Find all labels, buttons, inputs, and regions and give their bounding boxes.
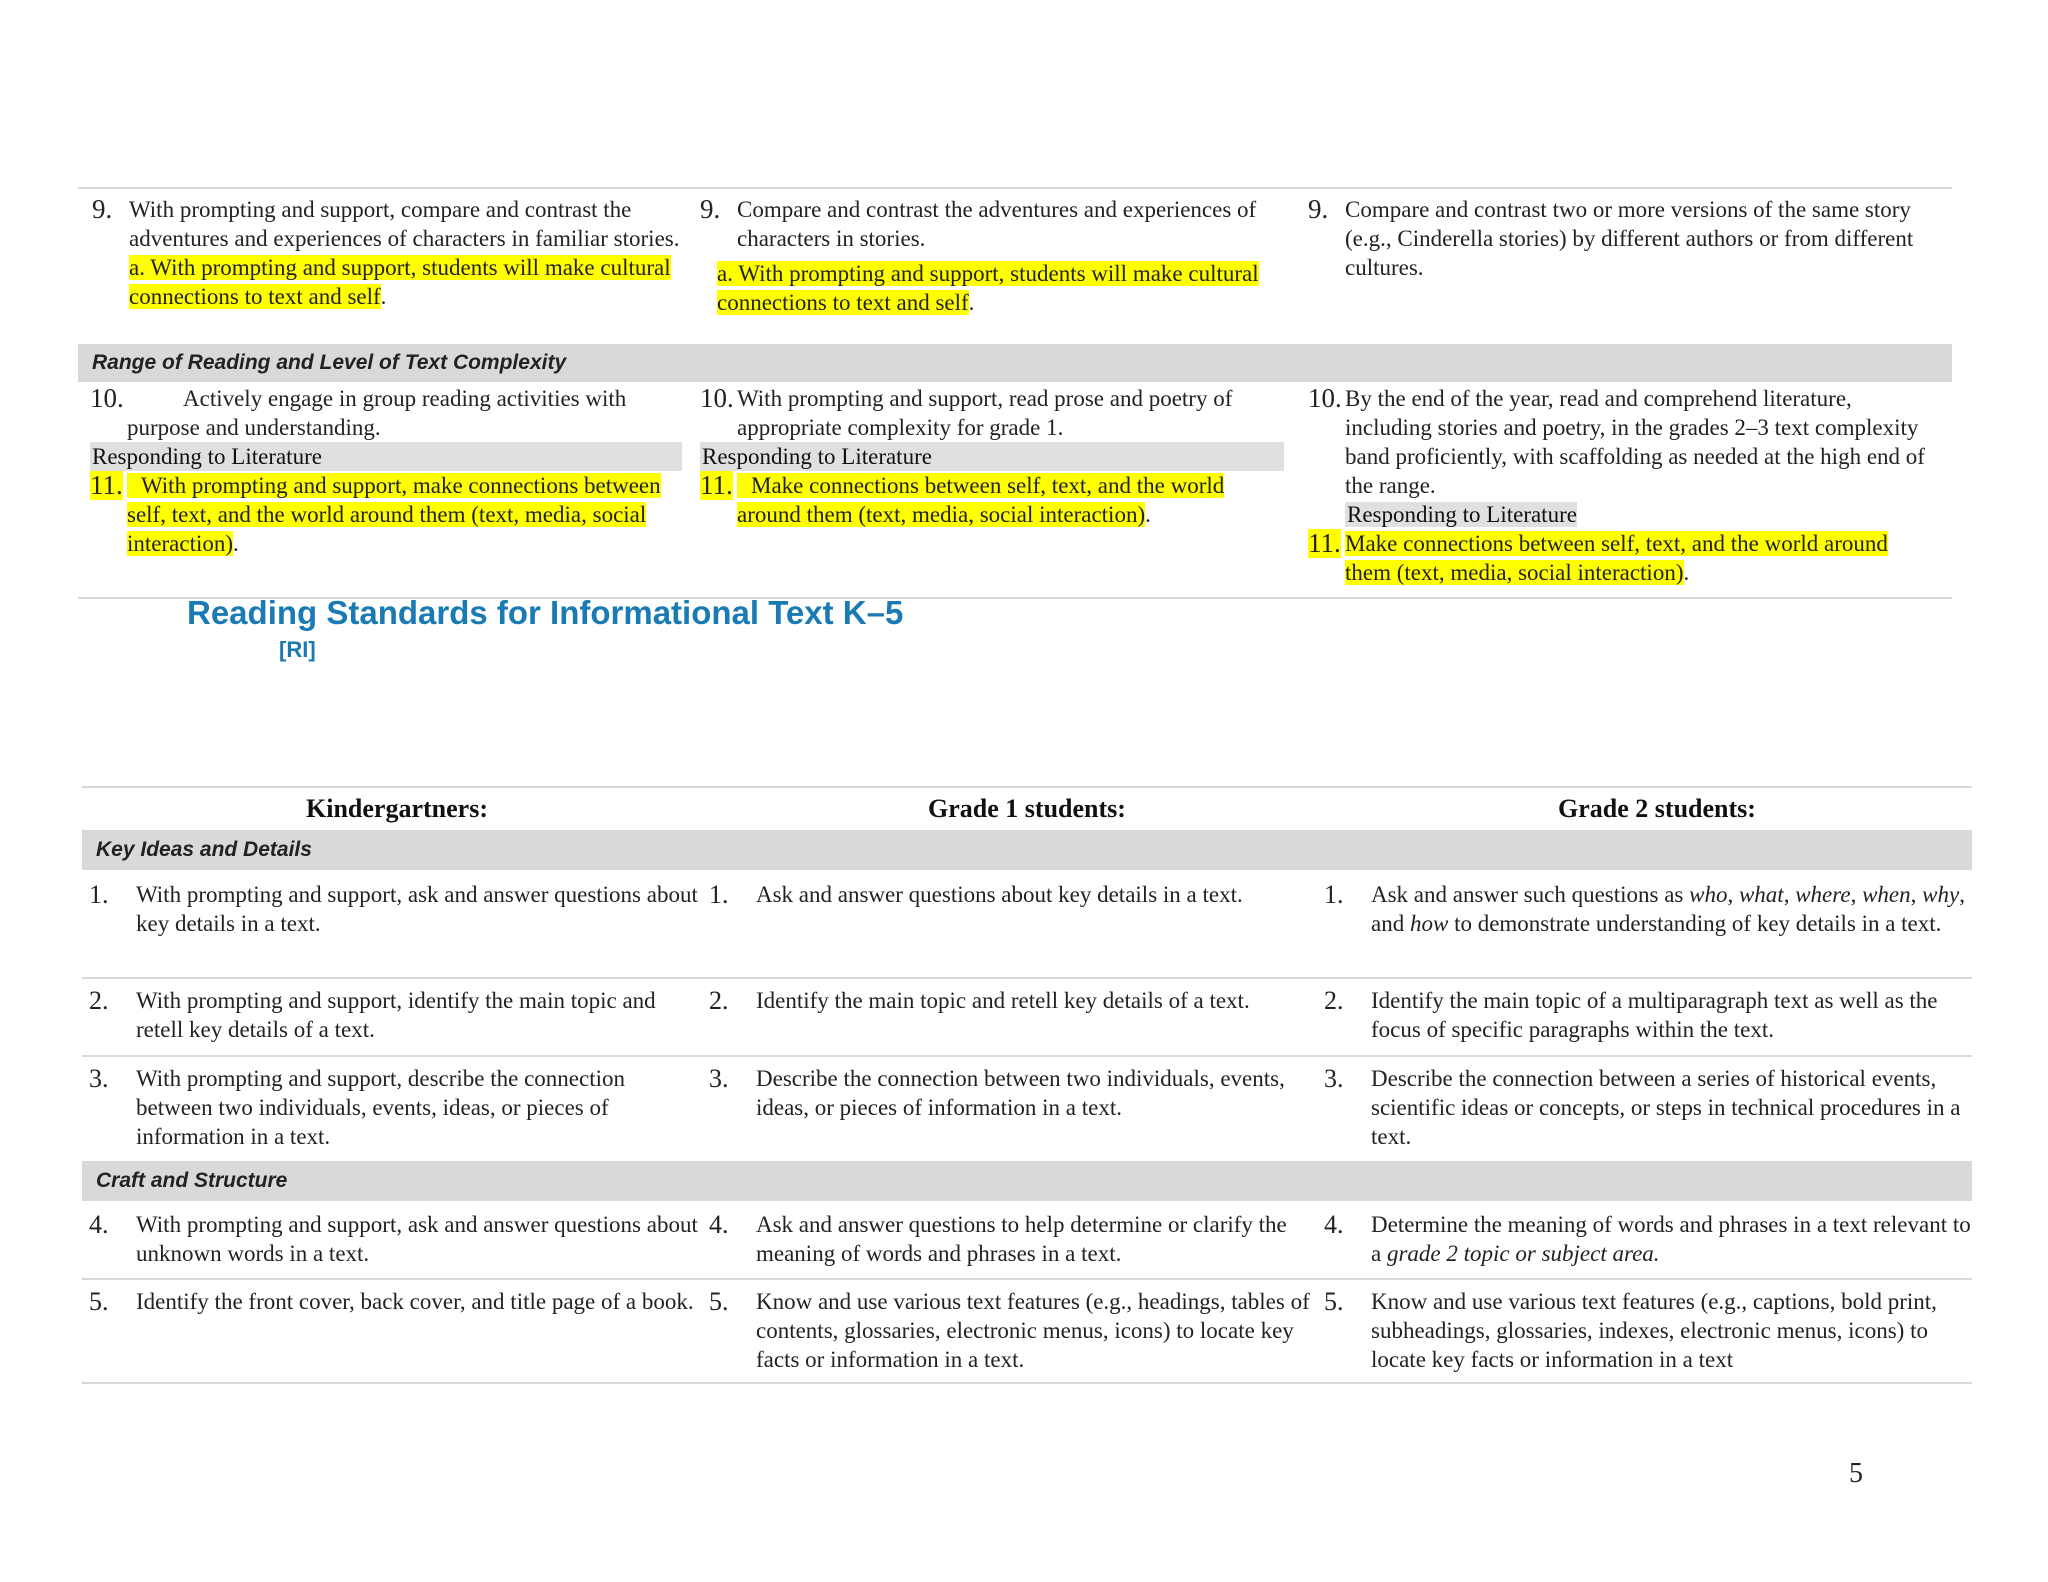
item-text: With prompting and support, read prose and poetry of appropriate complexity for grade 1. bbox=[737, 386, 1233, 440]
item-text: Compare and contrast the adventures and experiences of characters in stories. bbox=[737, 197, 1257, 251]
column-header-grade1: Grade 1 students: bbox=[928, 794, 1126, 823]
page-number: 5 bbox=[1849, 1458, 1863, 1489]
item-number: 10. bbox=[90, 383, 124, 413]
k-standard-3: 3. With prompting and support, describe the connection between two individuals, events, ideas, or pieces of information in a text. bbox=[89, 1064, 625, 1149]
highlighted-text: Make connections between self, text, and the world around them (text, media, social interaction) bbox=[1345, 531, 1888, 585]
section-title: Reading Standards for Informational Text K–5 bbox=[187, 594, 904, 631]
g2-standard-2: 2. Identify the main topic of a multiparagraph text as well as the focus of specific paragraphs within the text. bbox=[1324, 986, 1938, 1042]
section-key-ideas-bar: Key Ideas and Details bbox=[82, 830, 1972, 870]
table-rule bbox=[78, 187, 1952, 189]
g2-standard-5: 5. Know and use various text features (e.g., captions, bold print, subheadings, glossaries, indexes, electronic menus, icons) to locate key facts or information in a text bbox=[1324, 1287, 1937, 1372]
table-rule bbox=[82, 1055, 1972, 1057]
section-craft-bar: Craft and Structure bbox=[82, 1161, 1972, 1201]
k-standard-5: 5. Identify the front cover, back cover, and title page of a book. bbox=[89, 1287, 694, 1316]
col1-item10-11: 10. Actively engage in group reading activities with purpose and understanding. Responding to Literature 11. With prompting and support, make connections between self, text, and the world around them (text, media, social interaction). bbox=[90, 384, 682, 558]
col1-item9: 9. With prompting and support, compare and contrast the adventures and experiences of characters in familiar stories. a. With prompting and support, students will make cultural connections to text and self. bbox=[92, 194, 680, 309]
table-rule bbox=[82, 1278, 1972, 1280]
responding-subhead: Responding to Literature bbox=[700, 442, 1284, 471]
item-number: 10. bbox=[700, 383, 734, 413]
item-text: With prompting and support, compare and contrast the adventures and experiences of characters in familiar stories. bbox=[129, 197, 680, 251]
item-text: By the end of the year, read and comprehend literature, including stories and poetry, in the grades 2–3 text complexity band proficiently, with scaffolding as needed at the high end of the range. bbox=[1345, 386, 1925, 498]
col3-item10-11: 10. By the end of the year, read and comprehend literature, including stories and poetry, in the grades 2–3 text complexity band proficiently, with scaffolding as needed at the high end of the range. Responding to Literature 11. Make connections between self, text, and the world around them (text, media, social interaction). bbox=[1308, 383, 1925, 585]
item-number: 10. bbox=[1308, 383, 1342, 413]
col3-item9 bbox=[1308, 195, 1928, 282]
item-number: 9. bbox=[700, 194, 721, 224]
col2-item9: 9. Compare and contrast the adventures and experiences of characters in stories. a. With prompting and support, students will make cultural connections to text and self. bbox=[700, 194, 1259, 315]
highlighted-text: With prompting and support, make connections between self, text, and the world around them (text, media, social interaction) bbox=[127, 473, 661, 556]
item-text: Actively engage in group reading activities with purpose and understanding. bbox=[127, 386, 627, 440]
informational-text-table bbox=[82, 786, 1972, 1386]
item-number: 11. bbox=[1308, 528, 1341, 558]
g1-standard-5: 5. Know and use various text features (e.g., headings, tables of contents, glossaries, electronic menus, icons) to locate key facts or information in a text. bbox=[709, 1287, 1310, 1372]
g1-standard-2: 2. Identify the main topic and retell key details of a text. bbox=[709, 986, 1250, 1015]
item-number: 9. bbox=[1308, 194, 1329, 224]
g1-standard-4: 4. Ask and answer questions to help determine or clarify the meaning of words and phrases in a text. bbox=[709, 1210, 1287, 1266]
k-standard-4: 4. With prompting and support, ask and answer questions about unknown words in a text. bbox=[89, 1210, 698, 1266]
g2-standard-1: 1. Ask and answer such questions as who, what, where, when, why, and how to demonstrate understanding of key details in a text. bbox=[1324, 880, 1965, 936]
item-number: 11. bbox=[700, 470, 733, 500]
col2-item10-11: 10. With prompting and support, read prose and poetry of appropriate complexity for grade 1. Responding to Literature 11. Make connections between self, text, and the world around them (text, media, social interaction). bbox=[700, 384, 1284, 529]
column-header-kindergarten: Kindergartners: bbox=[306, 794, 488, 823]
g1-standard-1: 1. Ask and answer questions about key details in a text. bbox=[709, 880, 1243, 909]
table-rule bbox=[82, 977, 1972, 979]
g1-standard-3: 3. Describe the connection between two individuals, events, ideas, or pieces of information in a text. bbox=[709, 1064, 1285, 1120]
section-subtitle: [RI] bbox=[279, 637, 316, 662]
k-standard-2: 2. With prompting and support, identify the main topic and retell key details of a text. bbox=[89, 986, 656, 1042]
g2-standard-4: 4. Determine the meaning of words and phrases in a text relevant to a grade 2 topic or subject area. bbox=[1324, 1210, 1971, 1266]
item-text: Compare and contrast two or more versions of the same story (e.g., Cinderella stories) by different authors or from different cultures. bbox=[1345, 197, 1914, 280]
highlighted-text: a. With prompting and support, students will make cultural connections to text and self bbox=[717, 261, 1259, 315]
section-range-bar: Range of Reading and Level of Text Complexity bbox=[78, 344, 1952, 382]
g2-standard-3: 3. Describe the connection between a series of historical events, scientific ideas or concepts, or steps in technical procedures in a text. bbox=[1324, 1064, 1961, 1149]
table-rule bbox=[82, 786, 1972, 788]
column-header-grade2: Grade 2 students: bbox=[1558, 794, 1756, 823]
table-rule bbox=[82, 1382, 1972, 1384]
responding-subhead: Responding to Literature bbox=[1347, 502, 1577, 527]
responding-subhead: Responding to Literature bbox=[90, 442, 682, 471]
item-number: 9. bbox=[92, 194, 113, 224]
highlighted-text: a. With prompting and support, students will make cultural connections to text and self bbox=[129, 255, 671, 309]
item-number: 11. bbox=[90, 470, 123, 500]
highlighted-text: Make connections between self, text, and the world around them (text, media, social interaction) bbox=[737, 473, 1225, 527]
k-standard-1: 1. With prompting and support, ask and answer questions about key details in a text. bbox=[89, 880, 698, 936]
